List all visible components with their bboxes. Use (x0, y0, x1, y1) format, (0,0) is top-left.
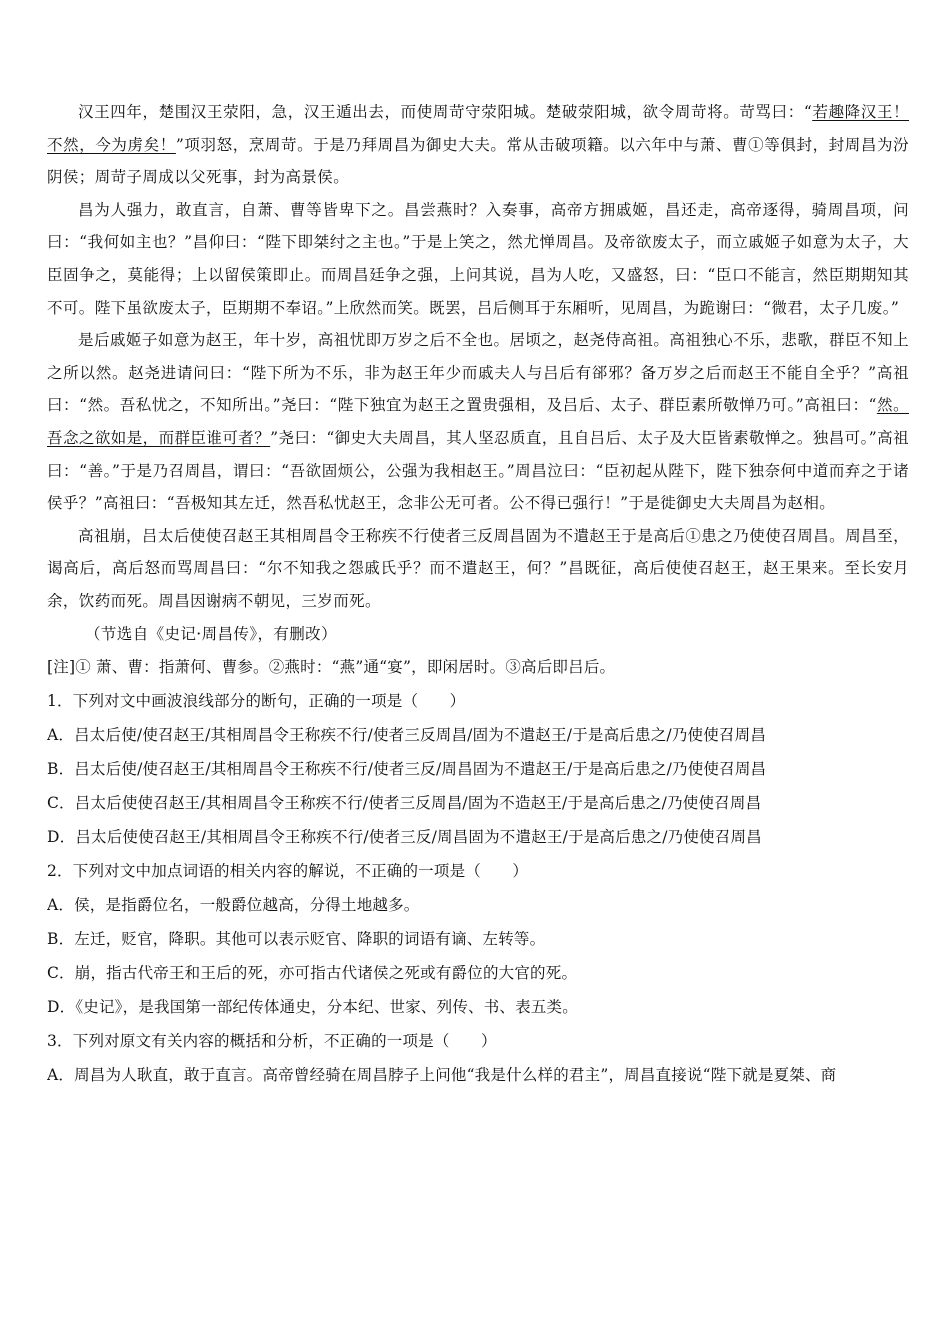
annotation-note: [注]① 萧、曹：指萧何、曹参。②燕时：“燕”通“宴”，即闲居时。③高后即吕后。 (47, 658, 616, 677)
option-a[interactable]: A．周昌为人耿直，敢于直言。高帝曾经骑在周昌脖子上问他“我是什么样的君主”，周昌直接说“陛下就是夏桀、商 (47, 1066, 837, 1085)
option-d[interactable]: D．《史记》，是我国第一部纪传体通史，分本纪、世家、列传、书、表五类。 (47, 998, 578, 1017)
passage-paragraph-2: 昌为人强力，敢直言，自萧、曹等皆卑下之。昌尝燕时？入奏事，高帝方拥戚姬，昌还走，高帝逐得，骑周昌项，问曰：“我何如主也？”昌仰曰：“陛下即桀纣之主也。”于是上笑之，然尤惮周昌。及帝欲废太子，而立戚姬子如意为太子，大臣固争之，莫能得；上以留侯策即止。而周昌廷争之强，上问其说，昌为人吃，又盛怒，曰：“臣口不能言，然臣期期知其不可。陛下虽欲废太子，臣期期不奉诏。”上欣然而笑。既罢，吕后侧耳于东厢听，见周昌，为跪谢曰：“微君，太子几废。” (47, 200, 909, 317)
underlined-sentence: 然。吾念之欲如是，而群臣谁可者？ (47, 396, 909, 447)
question-stem: 1．下列对文中画波浪线部分的断句，正确的一项是（ ） (47, 692, 466, 711)
wavy-underlined-sentence: 若趣降汉王！不然，今为虏矣！ (47, 103, 910, 154)
document-page (47, 96, 909, 1092)
passage-paragraph-1: 汉王四年，楚围汉王荥阳，急，汉王遁出去，而使周苛守荥阳城。楚破荥阳城，欲令周苛将。苛骂曰：“若趣降汉王！不然，今为虏矣！”项羽怒，烹周苛。于是乃拜周昌为御史大夫。常从击破项籍。以六年中与萧、曹①等俱封，封周昌为汾阴侯；周苛子周成以父死事，封为高景侯。 (47, 103, 910, 187)
option-a[interactable]: A．吕太后使/使召赵王/其相周昌令王称疾不行/使者三反周昌/固为不遣赵王/于是高后患之/乃使使召周昌 (47, 726, 767, 745)
option-b[interactable]: B．吕太后使/使召赵王/其相周昌令王称疾不行/使者三反/周昌固为不遣赵王/于是高后患之/乃使使召周昌 (47, 760, 767, 779)
option-c[interactable]: C．崩，指古代帝王和王后的死，亦可指古代诸侯之死或有爵位的大官的死。 (47, 964, 578, 983)
passage-paragraph-3: 是后戚姬子如意为赵王，年十岁，高祖忧即万岁之后不全也。居顷之，赵尧侍高祖。高祖独心不乐，悲歌，群臣不知上之所以然。赵尧进请问曰：“陛下所为不乐，非为赵王年少而戚夫人与吕后有郤邪？备万岁之后而赵王不能自全乎？”高祖曰：“然。吾私忧之，不知所出。”尧曰：“陛下独宜为赵王之置贵强相，及吕后、太子、群臣素所敬惮乃可。”高祖曰：“然。吾念之欲如是，而群臣谁可者？”尧曰：“御史大夫周昌，其人坚忍质直，且自吕后、太子及大臣皆素敬惮之。独昌可。”高祖曰：“善。”于是乃召周昌，谓曰：“吾欲固烦公，公强为我相赵王。”周昌泣曰：“臣初起从陛下，陛下独奈何中道而弃之于诸侯乎？”高祖曰：“吾极知其左迁，然吾私忧赵王，念非公无可者。公不得已强行！”于是徙御史大夫周昌为赵相。 (47, 331, 910, 513)
option-b[interactable]: B．左迁，贬官，降职。其他可以表示贬官、降职的词语有谪、左转等。 (47, 930, 546, 949)
option-a[interactable]: A．侯，是指爵位名，一般爵位越高，分得土地越多。 (47, 896, 420, 915)
question-3 (47, 1024, 909, 1092)
question-stem: 2．下列对文中加点词语的相关内容的解说，不正确的一项是（ ） (47, 862, 529, 881)
question-stem: 3．下列对原文有关内容的概括和分析，不正确的一项是（ ） (47, 1032, 497, 1051)
question-2 (47, 854, 909, 1024)
passage-paragraph-4: 高祖崩，吕太后使使召赵王其相周昌令王称疾不行使者三反周昌固为不遣赵王于是高后①患之乃使使召周昌。周昌至，谒高后，高后怒而骂周昌曰：“尔不知我之怨戚氏乎？而不遣赵王，何？”昌既征，高后使使召赵王，赵王果来。至长安月余，饮药而死。周昌因谢病不朝见，三岁而死。 (47, 526, 909, 610)
option-d[interactable]: D．吕太后使使召赵王/其相周昌令王称疾不行/使者三反/周昌固为不遣赵王/于是高后患之/乃使使召周昌 (47, 828, 762, 847)
question-1 (47, 684, 909, 854)
source-citation: （节选自《史记·周昌传》，有删改） (85, 624, 337, 643)
option-c[interactable]: C．吕太后使使召赵王/其相周昌令王称疾不行/使者三反周昌/固为不造赵王/于是高后患之/乃使使召周昌 (47, 794, 762, 813)
